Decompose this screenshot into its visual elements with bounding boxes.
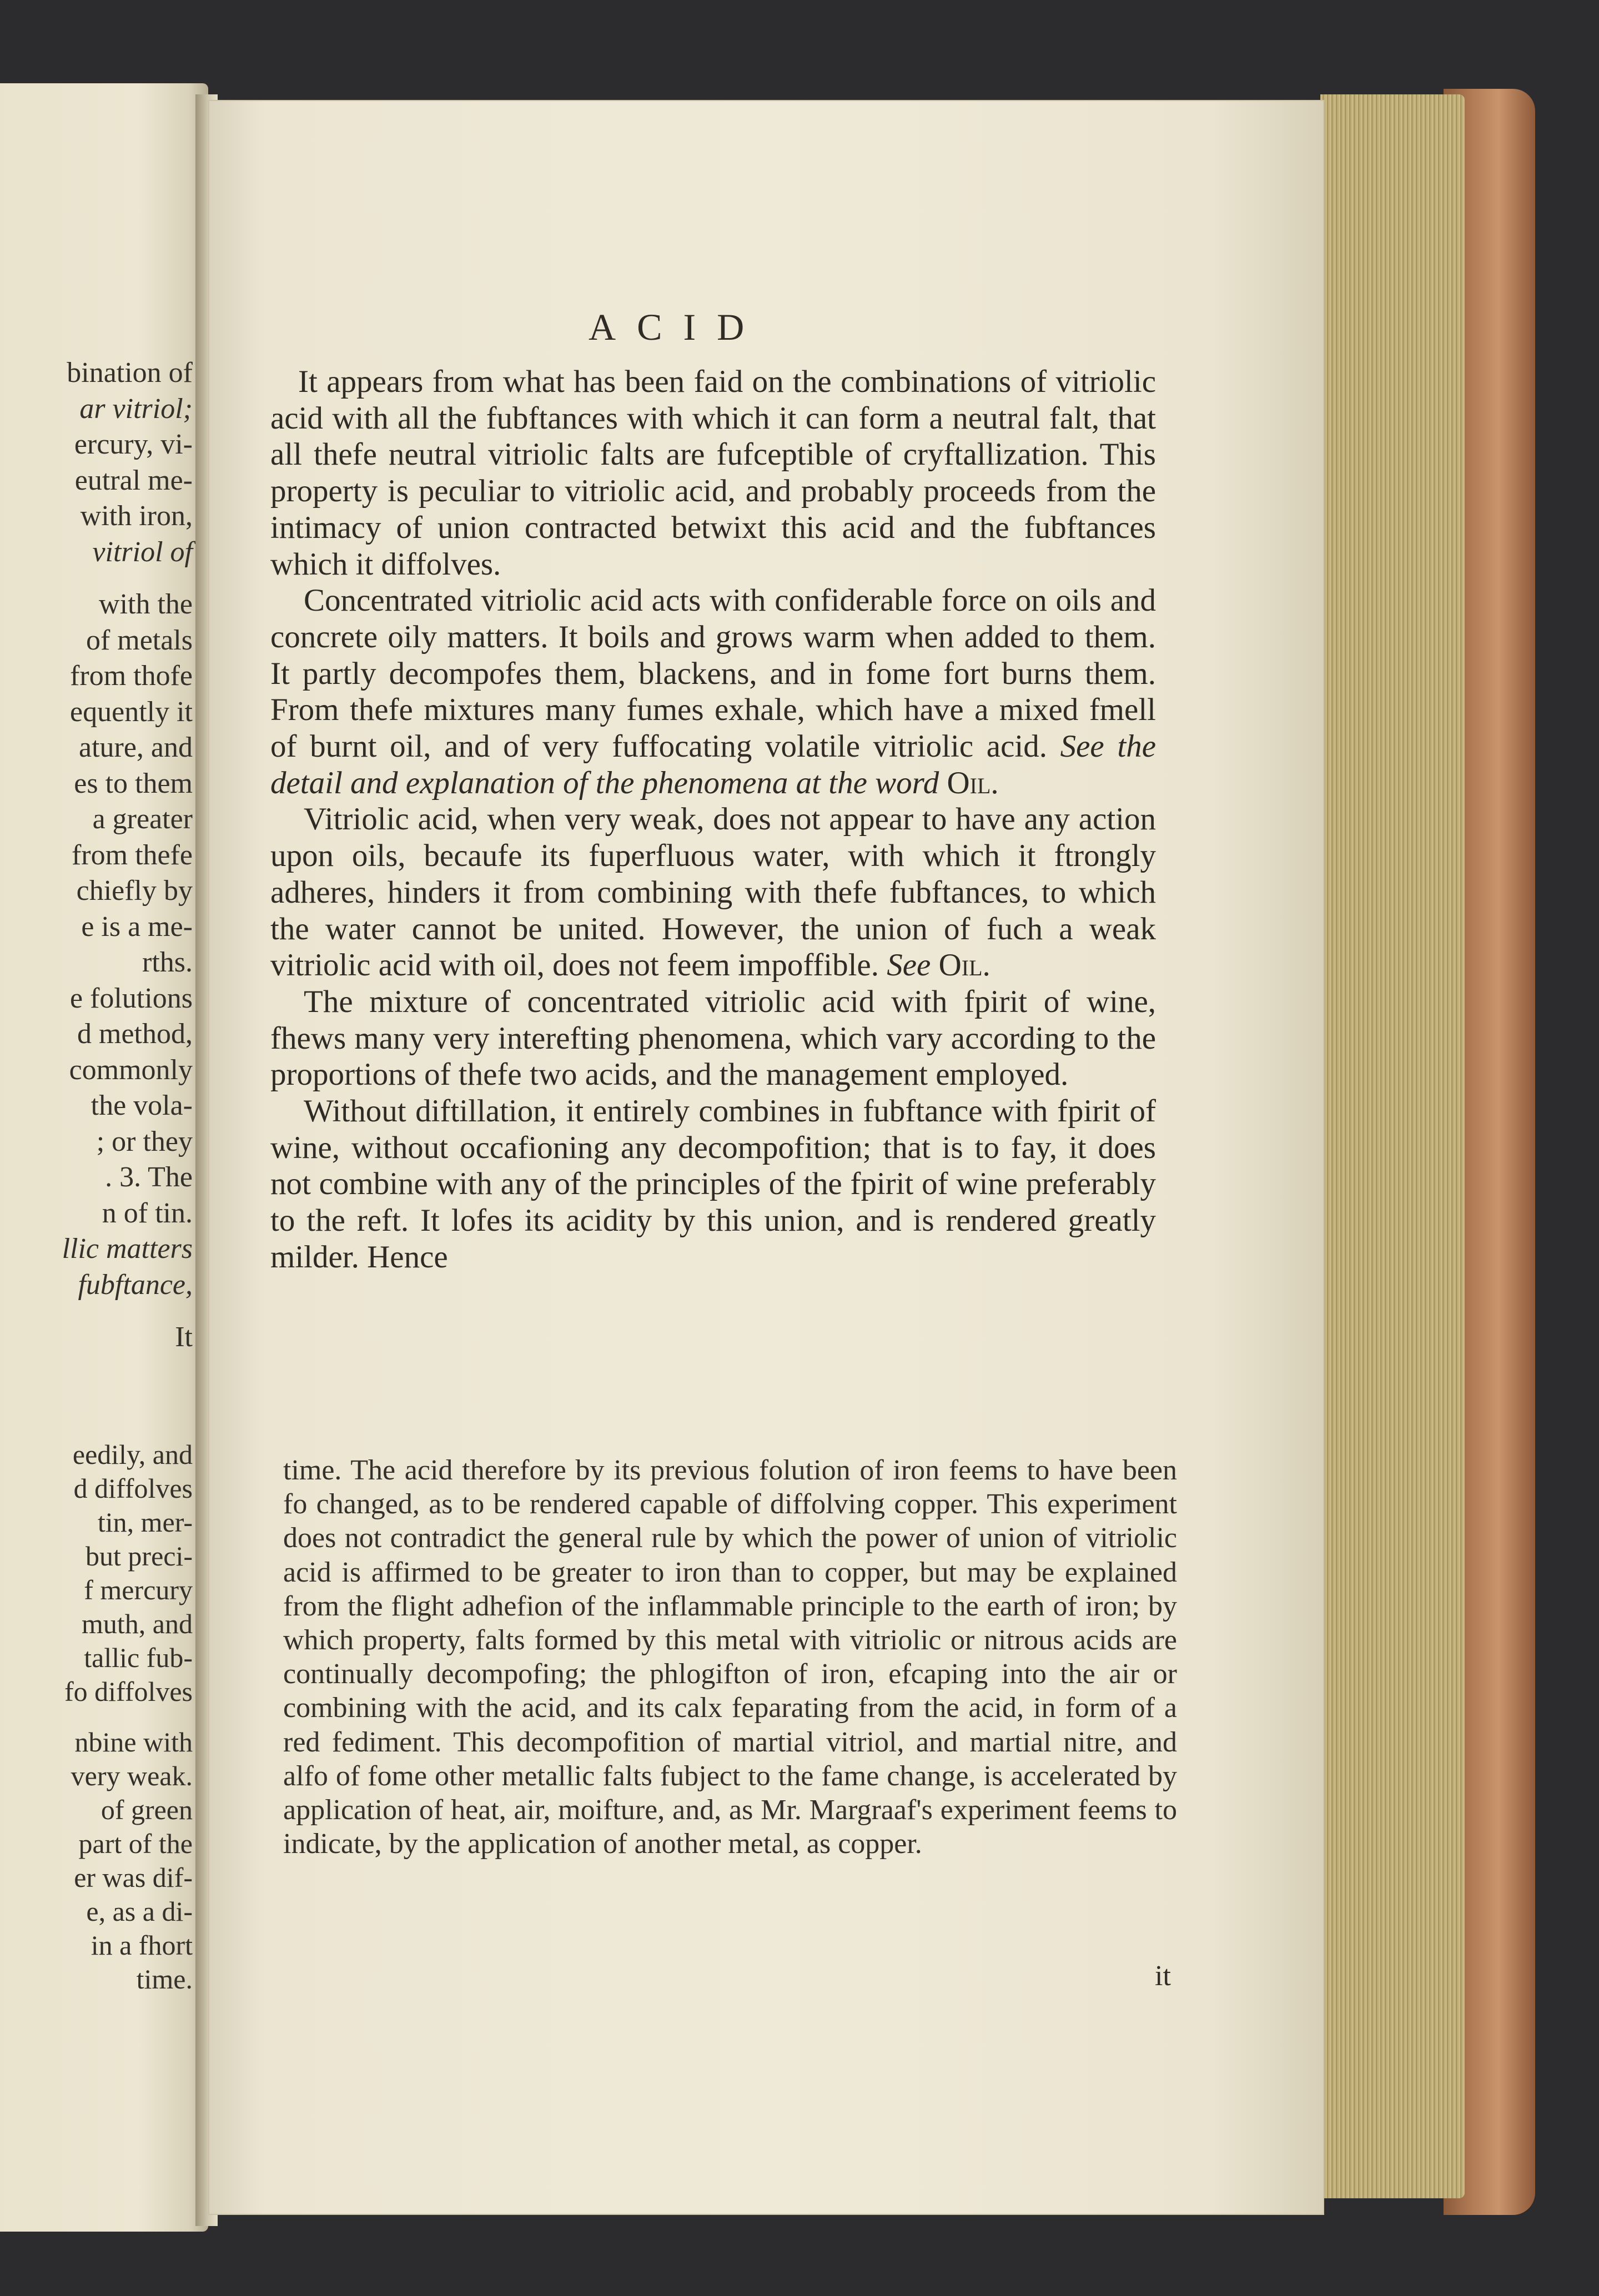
cross-reference: See: [887, 948, 931, 983]
left-page-line: of green: [100, 1794, 193, 1825]
left-page-line: [0, 1709, 193, 1725]
cross-reference: See the detail and explanation of the phenomena at the word: [270, 729, 1156, 800]
left-page-line: of metals: [86, 624, 193, 656]
footnote: time. The acid therefore by its previous folution of iron feems to have been fo changed, as to be rendered capable of diffolving copper. This experiment does not contradict the general rule by which the power of union of vitriolic acid is affirmed to be greater to iron than to copper, but may be explained from the flight adhefion of the inflammable principle to the earth of iron; by which property, falts formed by this metal with vitriolic or nitrous acids are continually decompofing; the phlogifton of iron, efcaping into the air or combining with the acid, and its calx feparating from the acid, in form of a red fediment. This decompofition of martial vitriol, and martial nitre, and alfo of fome other metallic falts fubject to the fame change, is accelerated by application of heat, air, moifture, and, as Mr. Margraaf's experiment feems to indicate, by the application of another metal, as copper.: [283, 1454, 1177, 1860]
left-page-line: f mercury: [84, 1574, 193, 1605]
cross-reference-word: Oil.: [938, 948, 990, 983]
left-page-line: part of the: [78, 1828, 193, 1859]
left-page-line: llic matters: [62, 1233, 193, 1265]
left-page-line: time.: [136, 1963, 193, 1995]
left-page-line: es to them: [74, 767, 193, 799]
left-page-line: commonly: [69, 1054, 193, 1086]
main-text: [270, 364, 1156, 1276]
left-page-line: nbine with: [74, 1726, 193, 1758]
left-page-line: tallic fub-: [84, 1642, 193, 1673]
left-page-line: fubftance,: [78, 1268, 193, 1301]
left-page-line: d method,: [77, 1018, 193, 1050]
left-page-line: a greater: [92, 803, 193, 835]
left-page-line: vitriol of: [92, 536, 193, 568]
left-page-line: with the: [99, 588, 193, 620]
left-page-line: bination of: [67, 357, 193, 389]
left-page-line: chiefly by: [76, 875, 193, 907]
left-page-line: with iron,: [80, 500, 193, 532]
left-page-line: eedily, and: [72, 1439, 193, 1470]
left-page-text-top: [0, 355, 193, 1356]
left-page-text-bottom: [0, 1438, 193, 1996]
left-page-line: equently it: [70, 696, 193, 728]
left-page-line: but preci-: [86, 1540, 193, 1572]
page-edges: [1320, 94, 1465, 2198]
left-page-line: e is a me-: [81, 910, 193, 943]
cross-reference-word: Oil.: [947, 765, 999, 800]
left-page-line: ature, and: [78, 732, 193, 763]
paragraph-4: The mixture of concentrated vitriolic acid with fpirit of wine, fhews many very interefting phenomena, which vary according to the proportions of thefe two acids, and the management employed.: [270, 984, 1156, 1092]
left-page-line: n of tin.: [102, 1197, 193, 1229]
left-page-line: rths.: [142, 946, 193, 978]
running-head: ACID: [589, 306, 766, 348]
paragraph-2: Concentrated vitriolic acid acts with confiderable force on oils and concrete oily matters. It boils and grows warm when added to them. It partly decompofes them, blackens, and in fome fort burns them. From thefe mixtures many fumes exhale, which have a mixed fmell of burnt oil, and of very fuffocating volatile vitriolic acid. See the detail and explanation of the phenomena at the word Oil.: [270, 583, 1156, 800]
left-page-line: tin, mer-: [97, 1507, 193, 1538]
left-page-line: from thofe: [70, 660, 193, 692]
left-page-line: [0, 570, 193, 587]
left-page-line: in a fhort: [90, 1930, 193, 1961]
left-page-line: e folutions: [70, 982, 193, 1014]
left-page-line: fo diffolves: [64, 1676, 193, 1707]
left-page-line: It: [175, 1321, 193, 1353]
left-page-line: e, as a di-: [86, 1896, 193, 1927]
left-page-line: eutral me-: [74, 464, 193, 496]
left-page-line: er was dif-: [74, 1862, 193, 1893]
left-page-line: very weak.: [71, 1760, 193, 1791]
paragraph-3: Vitriolic acid, when very weak, does not appear to have any action upon oils, becaufe its fuperfluous water, with which it ftrongly adheres, hinders it from combining with thefe fubftances, to which the water cannot be united. However, the union of fuch a weak vitriolic acid with oil, does not feem impoffible. See Oil.: [270, 802, 1156, 983]
left-page-line: . 3. The: [105, 1161, 193, 1193]
left-page-line: ; or they: [96, 1125, 193, 1157]
left-page-line: ercury, vi-: [74, 429, 193, 460]
paragraph-5: Without diftillation, it entirely combines in fubftance with fpirit of wine, without occafioning any decompofition; that is to fay, it does not combine with any of the principles of the fpirit of wine preferably to the reft. It lofes its acidity by this union, and is rendered greatly milder. Hence: [270, 1094, 1156, 1275]
left-page-line: the vola-: [90, 1090, 193, 1121]
paragraph-1: It appears from what has been faid on the combinations of vitriolic acid with all the fubftances with which it can form a neutral falt, that all thefe neutral vitriolic falts are fufceptible of cryftallization. This property is peculiar to vitriolic acid, and probably proceeds from the intimacy of union contracted betwixt this acid and the fubftances which it diffolves.: [270, 364, 1156, 582]
left-page-line: [0, 1303, 193, 1320]
left-page-line: muth, and: [82, 1608, 193, 1639]
left-page-line: d diffolves: [73, 1473, 193, 1504]
left-page: [0, 83, 208, 2232]
left-page-line: from thefe: [71, 839, 193, 871]
catchword: it: [1155, 1960, 1171, 1992]
left-page-line: ar vitriol;: [79, 392, 193, 425]
